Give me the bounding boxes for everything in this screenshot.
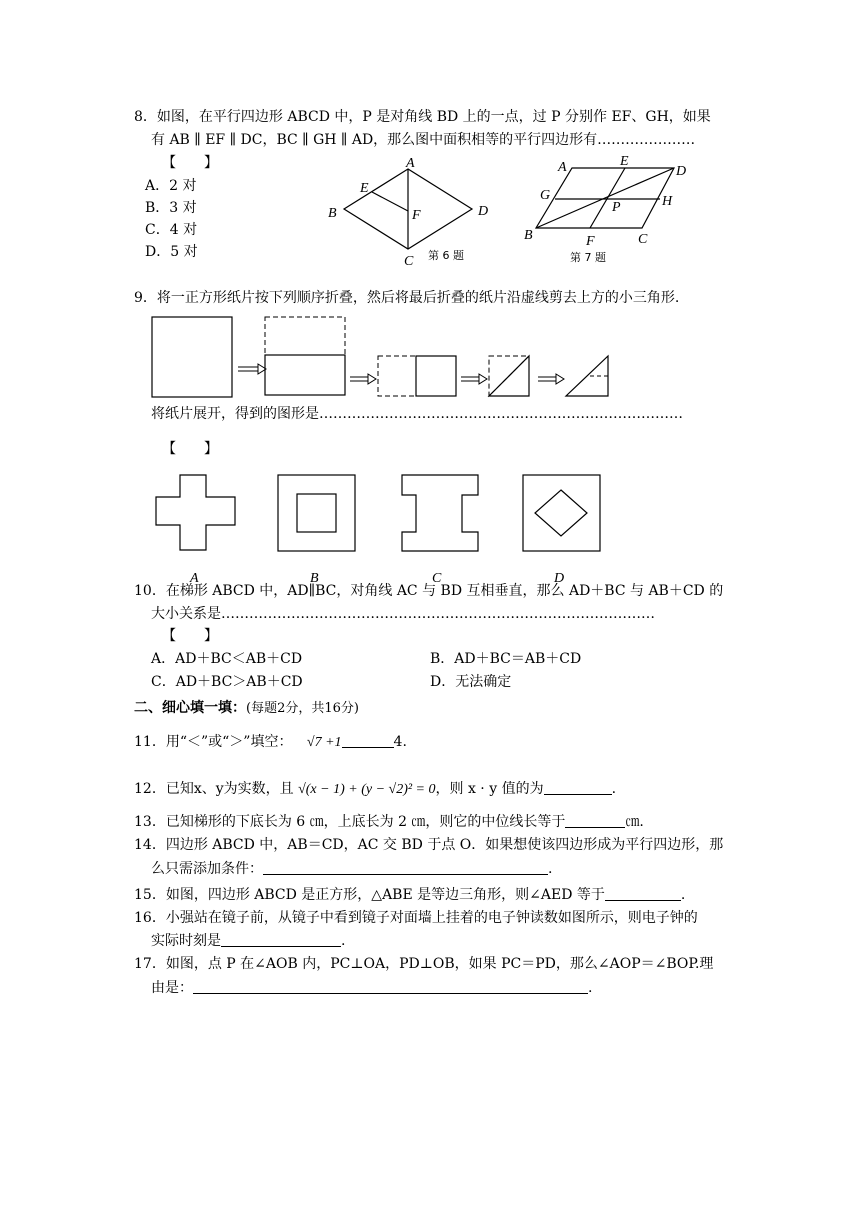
fig7-label-h: H	[662, 194, 673, 209]
q11	[134, 733, 407, 752]
q17-answer-blank[interactable]	[193, 979, 588, 994]
fig6-label-d: D	[478, 204, 489, 219]
fig6-label-c: C	[404, 254, 414, 269]
choice-c-ibeam-shape	[402, 475, 478, 551]
q10-option-b: B．AD＋BC＝AB＋CD	[430, 651, 582, 667]
fig7-caption: 第 7 题	[570, 251, 606, 264]
q10-option-d: D．无法确定	[430, 674, 512, 690]
fig7-label-p: P	[612, 200, 621, 215]
q8-answer-bracket: 【 】	[162, 155, 218, 171]
q8-option-a: A．2 对	[145, 178, 197, 194]
q15-tail: .	[680, 887, 686, 903]
q10-line2: 大小关系是…………………………………………………………………………………	[151, 606, 655, 622]
q9-answer-bracket: 【 】	[162, 441, 218, 457]
q8-option-d: D．5 对	[145, 244, 198, 260]
section-2-note: (每题2分，共16分)	[246, 701, 359, 716]
q9-answer-choices	[150, 470, 620, 585]
q10-answer-bracket: 【 】	[162, 628, 218, 644]
fig7-label-a: A	[558, 160, 567, 175]
q10-option-a: A．AD＋BC＜AB＋CD	[151, 651, 303, 667]
q16-line2: 实际时刻是	[151, 933, 221, 949]
q10-line1: 10．在梯形 ABCD 中，AD∥BC，对角线 AC 与 BD 互相垂直，那么 AD＋BC 与 AB＋CD 的	[134, 583, 724, 599]
q14-line1: 14．四边形 ABCD 中，AB＝CD，AC 交 BD 于点 O．如果想使该四边形成为平行四边形，那	[134, 837, 724, 853]
fig6-caption: 第 6 题	[428, 249, 464, 262]
q9-folding-sequence	[150, 314, 630, 404]
q14-answer-blank[interactable]	[263, 860, 548, 875]
q12	[134, 780, 616, 799]
fig7-label-e: E	[620, 154, 629, 169]
q8-option-b: B．3 对	[145, 200, 197, 216]
fig7-label-b: B	[524, 228, 533, 243]
section-2-heading	[134, 699, 359, 718]
q9-line2: 将纸片展开，得到的图形是……………………………………………………………………	[151, 406, 683, 422]
q16-tail: .	[341, 933, 346, 949]
q14-line2-wrap	[151, 860, 552, 878]
q14-line2: 么只需添加条件：	[151, 861, 263, 877]
fig6-label-e: E	[360, 181, 369, 196]
figure-7-parallelogram	[520, 155, 720, 275]
fig6-label-a: A	[406, 156, 415, 171]
q17-line2-wrap	[151, 979, 592, 997]
q16-line1: 16．小强站在镜子前，从镜子中看到镜子对面墙上挂着的电子钟读数如图所示，则电子钟的	[134, 910, 698, 926]
q11-tail: 4.	[393, 734, 407, 750]
figure-6-rhombus	[320, 155, 520, 275]
choice-label-a: A	[190, 571, 199, 586]
choice-label-c: C	[432, 571, 442, 586]
choice-a-cross-shape	[156, 475, 235, 550]
fig6-label-b: B	[328, 206, 337, 221]
q8-option-c: C．4 对	[145, 222, 198, 238]
fig7-label-d: D	[676, 164, 687, 179]
q13-answer-blank[interactable]	[565, 813, 625, 828]
arrow-icon	[461, 374, 487, 384]
q15-answer-blank[interactable]	[605, 886, 681, 901]
section-2-title: 二、细心填一填：	[134, 700, 246, 716]
arrow-icon	[238, 364, 266, 374]
q16-answer-blank[interactable]	[221, 932, 341, 947]
fig7-label-f: F	[586, 234, 595, 249]
q12-expr: √(x − 1) + (y − √2)² = 0	[298, 782, 436, 797]
q12-answer-blank[interactable]	[544, 780, 612, 795]
choice-label-b: B	[310, 571, 319, 586]
q11-answer-blank[interactable]	[342, 733, 394, 748]
q8-line1: 8．如图，在平行四边形 ABCD 中，P 是对角线 BD 上的一点，过 P 分别作 EF、GH，如果	[134, 109, 711, 125]
fig7-label-g: G	[540, 188, 551, 203]
q13	[134, 813, 644, 831]
q16-line2-wrap	[151, 932, 345, 950]
q8-line2: 有 AB ∥ EF ∥ DC，BC ∥ GH ∥ AD，那么图中面积相等的平行四边形有…………………	[151, 132, 696, 148]
q13-tail: ㎝.	[625, 814, 644, 830]
q17-line2: 由是：	[151, 980, 193, 996]
q9-line1: 9．将一正方形纸片按下列顺序折叠，然后将最后折叠的纸片沿虚线剪去上方的小三角形.	[134, 290, 680, 306]
q15	[134, 886, 685, 904]
q12-text-b: ，则 x · y 值的为	[435, 781, 544, 797]
fig7-label-c: C	[638, 232, 648, 247]
arrow-icon	[538, 374, 564, 384]
q15-text: 15．如图，四边形 ABCD 是正方形，△ABE 是等边三角形，则∠AED 等于	[134, 887, 605, 903]
arrow-icon	[350, 374, 376, 384]
q14-tail: .	[548, 861, 553, 877]
fig6-label-f: F	[412, 208, 421, 223]
q17-line1: 17．如图，点 P 在∠AOB 内，PC⊥OA，PD⊥OB，如果 PC＝PD，那么∠AOP＝∠BOP.理	[134, 956, 714, 972]
q12-text-a: 12．已知x、y为实数，且	[134, 781, 294, 797]
choice-label-d: D	[554, 571, 565, 586]
q10-option-c: C．AD＋BC＞AB＋CD	[151, 674, 303, 690]
q11-expr: √7 +1	[306, 735, 342, 750]
q13-text: 13．已知梯形的下底长为 6 ㎝，上底长为 2 ㎝，则它的中位线长等于	[134, 814, 566, 830]
q12-tail: .	[611, 781, 617, 797]
q11-text: 11．用“＜”或“＞”填空：	[134, 734, 293, 750]
q17-tail: .	[588, 980, 593, 996]
